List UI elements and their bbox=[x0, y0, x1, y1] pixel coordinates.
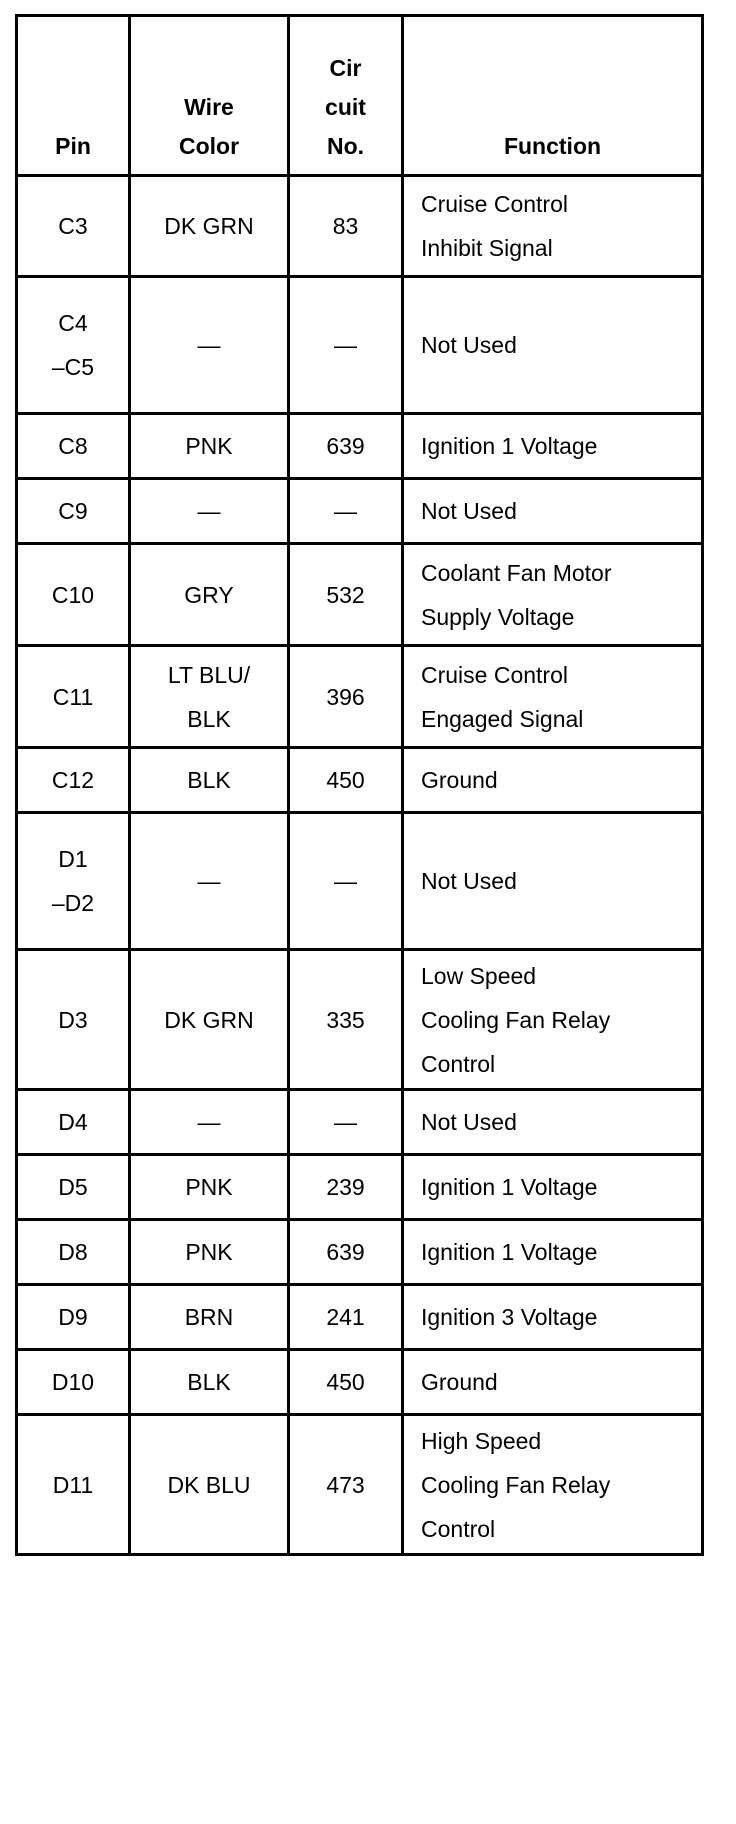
cell-text-line: C10 bbox=[51, 581, 95, 608]
function-cell bbox=[403, 544, 703, 646]
function-cell bbox=[403, 748, 703, 813]
pin-cell bbox=[17, 1285, 130, 1350]
cell-text-line: Ground bbox=[421, 1369, 498, 1395]
cell-text-line: Pin bbox=[55, 133, 91, 159]
circuit-number-cell bbox=[289, 813, 403, 950]
cell-text-line: 335 bbox=[326, 1006, 365, 1033]
cell-text-line: 639 bbox=[326, 1239, 365, 1265]
cell-text-line: High Speed bbox=[421, 1427, 542, 1454]
table-row bbox=[17, 479, 703, 544]
cell-text-line: — bbox=[197, 498, 221, 524]
table-row bbox=[17, 1350, 703, 1415]
cell-text-line: Cir bbox=[329, 55, 362, 81]
function-cell bbox=[403, 813, 703, 950]
cell-text-line: C11 bbox=[52, 683, 94, 710]
wire-color-cell bbox=[130, 1415, 289, 1555]
cell-text-line: 532 bbox=[326, 581, 365, 608]
cell-text-line: 241 bbox=[326, 1304, 365, 1330]
wire-color-cell bbox=[130, 176, 289, 277]
circuit-number-cell bbox=[289, 1350, 403, 1415]
table-row bbox=[17, 1090, 703, 1155]
cell-text-line: Cruise Control bbox=[421, 191, 568, 217]
circuit-number-cell bbox=[289, 277, 403, 414]
cell-text-line: D10 bbox=[51, 1369, 95, 1395]
cell-text-line: PNK bbox=[185, 1239, 233, 1265]
cell-text-line: cuit bbox=[325, 94, 366, 120]
cell-text-line: Control bbox=[421, 1515, 496, 1542]
function-cell bbox=[403, 1220, 703, 1285]
cell-text-line: Wire bbox=[184, 94, 234, 120]
cell-text-line: C9 bbox=[58, 498, 88, 524]
cell-text-line: 396 bbox=[326, 683, 365, 710]
wire-color-cell bbox=[130, 1090, 289, 1155]
cell-text-line: — bbox=[197, 868, 221, 894]
cell-text-line: BLK bbox=[187, 1369, 231, 1395]
circuit-number-column-header bbox=[289, 16, 403, 176]
cell-text-line: 239 bbox=[326, 1174, 365, 1200]
cell-text-line: –D2 bbox=[51, 890, 95, 916]
cell-text-line: Color bbox=[178, 133, 240, 159]
cell-text-line: Function bbox=[503, 133, 602, 159]
cell-text-line: LT BLU/ bbox=[167, 661, 251, 688]
circuit-number-cell bbox=[289, 1285, 403, 1350]
cell-text-line: D1 bbox=[58, 846, 88, 872]
cell-text-line: — bbox=[197, 332, 221, 358]
cell-text-line: 639 bbox=[326, 433, 365, 459]
pin-cell bbox=[17, 1155, 130, 1220]
cell-text-line: Cooling Fan Relay bbox=[421, 1471, 611, 1498]
wire-color-cell bbox=[130, 479, 289, 544]
cell-text-line: –C5 bbox=[51, 354, 95, 380]
function-cell bbox=[403, 1090, 703, 1155]
pin-cell bbox=[17, 1415, 130, 1555]
table-row bbox=[17, 176, 703, 277]
wire-color-cell bbox=[130, 277, 289, 414]
cell-text-line: 450 bbox=[326, 1369, 365, 1395]
cell-text-line: DK BLU bbox=[167, 1471, 251, 1498]
function-cell bbox=[403, 277, 703, 414]
circuit-number-cell bbox=[289, 1220, 403, 1285]
cell-text-line: Coolant Fan Motor bbox=[421, 559, 612, 586]
function-column-header bbox=[403, 16, 703, 176]
pin-cell bbox=[17, 479, 130, 544]
function-cell bbox=[403, 1415, 703, 1555]
table-row bbox=[17, 813, 703, 950]
cell-text-line: PNK bbox=[185, 1174, 233, 1200]
cell-text-line: Ignition 1 Voltage bbox=[421, 433, 598, 459]
circuit-number-cell bbox=[289, 1090, 403, 1155]
table-body bbox=[17, 176, 703, 1555]
cell-text-line: DK GRN bbox=[164, 1006, 254, 1033]
function-cell bbox=[403, 950, 703, 1090]
cell-text-line: DK GRN bbox=[164, 213, 254, 239]
cell-text-line: PNK bbox=[185, 433, 233, 459]
function-cell bbox=[403, 176, 703, 277]
cell-text-line: 450 bbox=[326, 767, 365, 793]
pin-cell bbox=[17, 544, 130, 646]
cell-text-line: C4 bbox=[58, 310, 88, 336]
connector-pinout-table bbox=[15, 14, 704, 1556]
wire-color-cell bbox=[130, 1220, 289, 1285]
wire-color-column-header bbox=[130, 16, 289, 176]
cell-text-line: Not Used bbox=[421, 868, 517, 894]
cell-text-line: Low Speed bbox=[421, 962, 537, 989]
cell-text-line: Inhibit Signal bbox=[421, 235, 553, 261]
cell-text-line: Control bbox=[421, 1050, 496, 1077]
pin-cell bbox=[17, 1350, 130, 1415]
cell-text-line: — bbox=[334, 332, 357, 358]
cell-text-line: Cruise Control bbox=[421, 661, 568, 688]
pin-cell bbox=[17, 646, 130, 748]
pin-cell bbox=[17, 950, 130, 1090]
cell-text-line: D9 bbox=[58, 1304, 88, 1330]
cell-text-line: D11 bbox=[52, 1471, 94, 1498]
cell-text-line: C12 bbox=[51, 767, 95, 793]
circuit-number-cell bbox=[289, 176, 403, 277]
cell-text-line: — bbox=[334, 1109, 357, 1135]
cell-text-line: BLK bbox=[187, 767, 231, 793]
pin-cell bbox=[17, 277, 130, 414]
table-row bbox=[17, 414, 703, 479]
wire-color-cell bbox=[130, 1285, 289, 1350]
function-cell bbox=[403, 646, 703, 748]
table-header bbox=[17, 16, 703, 176]
cell-text-line: Not Used bbox=[421, 1109, 517, 1135]
cell-text-line: 473 bbox=[326, 1471, 365, 1498]
circuit-number-cell bbox=[289, 479, 403, 544]
cell-text-line: C8 bbox=[58, 433, 88, 459]
circuit-number-cell bbox=[289, 544, 403, 646]
function-cell bbox=[403, 1285, 703, 1350]
table-row bbox=[17, 277, 703, 414]
circuit-number-cell bbox=[289, 646, 403, 748]
cell-text-line: Engaged Signal bbox=[421, 705, 584, 732]
table-row bbox=[17, 748, 703, 813]
cell-text-line: D5 bbox=[58, 1174, 88, 1200]
cell-text-line: D4 bbox=[58, 1109, 88, 1135]
cell-text-line: 83 bbox=[332, 213, 359, 239]
cell-text-line: Ground bbox=[421, 767, 498, 793]
cell-text-line: Ignition 1 Voltage bbox=[421, 1239, 598, 1265]
cell-text-line: No. bbox=[326, 133, 365, 159]
function-cell bbox=[403, 414, 703, 479]
pin-cell bbox=[17, 414, 130, 479]
cell-text-line: — bbox=[334, 868, 357, 894]
wire-color-cell bbox=[130, 1350, 289, 1415]
cell-text-line: D8 bbox=[58, 1239, 88, 1265]
cell-text-line: GRY bbox=[184, 581, 234, 608]
table-row bbox=[17, 1285, 703, 1350]
circuit-number-cell bbox=[289, 414, 403, 479]
cell-text-line: D3 bbox=[58, 1006, 88, 1033]
table-row bbox=[17, 1415, 703, 1555]
wire-color-cell bbox=[130, 813, 289, 950]
cell-text-line: Cooling Fan Relay bbox=[421, 1006, 611, 1033]
pin-cell bbox=[17, 748, 130, 813]
wire-color-cell bbox=[130, 414, 289, 479]
cell-text-line: Not Used bbox=[421, 498, 517, 524]
pin-cell bbox=[17, 1090, 130, 1155]
function-cell bbox=[403, 1155, 703, 1220]
cell-text-line: Supply Voltage bbox=[421, 603, 575, 630]
circuit-number-cell bbox=[289, 748, 403, 813]
wire-color-cell bbox=[130, 950, 289, 1090]
circuit-number-cell bbox=[289, 1415, 403, 1555]
wire-color-cell bbox=[130, 544, 289, 646]
wire-color-cell bbox=[130, 1155, 289, 1220]
function-cell bbox=[403, 479, 703, 544]
cell-text-line: Ignition 1 Voltage bbox=[421, 1174, 598, 1200]
pin-cell bbox=[17, 813, 130, 950]
wire-color-cell bbox=[130, 646, 289, 748]
cell-text-line: BLK bbox=[187, 705, 231, 732]
cell-text-line: BRN bbox=[184, 1304, 234, 1330]
function-cell bbox=[403, 1350, 703, 1415]
circuit-number-cell bbox=[289, 1155, 403, 1220]
cell-text-line: — bbox=[197, 1109, 221, 1135]
pin-cell bbox=[17, 1220, 130, 1285]
cell-text-line: — bbox=[334, 498, 357, 524]
cell-text-line: Ignition 3 Voltage bbox=[421, 1304, 598, 1330]
header-row bbox=[17, 16, 703, 176]
wire-color-cell bbox=[130, 748, 289, 813]
table-row bbox=[17, 1220, 703, 1285]
cell-text-line: Not Used bbox=[421, 332, 517, 358]
table-row bbox=[17, 1155, 703, 1220]
table-row bbox=[17, 950, 703, 1090]
pin-column-header bbox=[17, 16, 130, 176]
cell-text-line: C3 bbox=[58, 213, 88, 239]
circuit-number-cell bbox=[289, 950, 403, 1090]
table-row bbox=[17, 646, 703, 748]
pin-cell bbox=[17, 176, 130, 277]
table-row bbox=[17, 544, 703, 646]
